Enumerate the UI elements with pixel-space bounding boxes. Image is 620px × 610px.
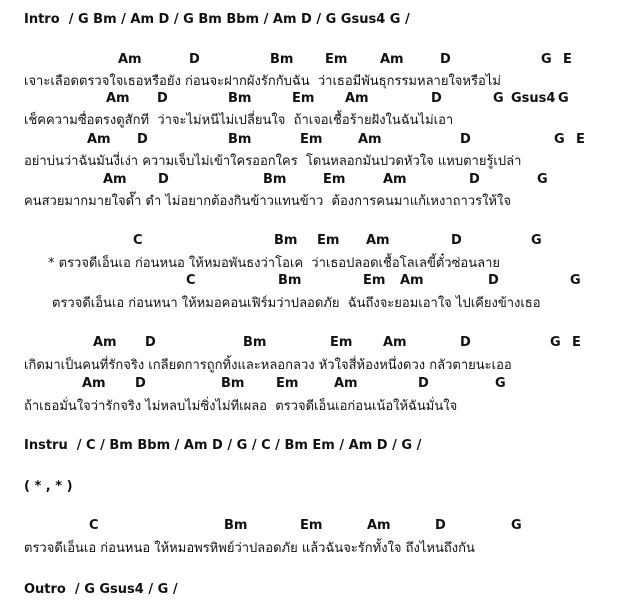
chord: Em [292,91,315,106]
chord: Am [334,376,358,391]
chord-row [0,172,620,188]
chord: D [435,518,446,533]
chord: G [511,518,522,533]
chord: G [537,172,548,187]
lyric-line: เกิดมาเป็นคนที่รักจริง เกลียดการถูกทิ้งและหลอกลวง หัวใจสี่ห้องหนึ่งดวง กลัวตายนะเออ [24,358,512,373]
chord: Bm [228,91,252,106]
chord: Gsus4 [511,91,556,106]
chord: Am [380,52,404,67]
chord: D [460,335,471,350]
chord: Bm [228,132,252,147]
lyric-line: ถ้าเธอมั่นใจว่ารักจริง ไม่หลบไม่ซิ่งไม่ทีเผลอ ตรวจดีเอ็นเอก่อนเน้อให้ฉันมั่นใจ [24,399,458,414]
lyric-line: เจาะเลือดตรวจใจเธอหรือยัง ก่อนจะฝากผังรักกับฉัน ว่าเธอมีพันธุกรรมหลายใจหรือไม่ [24,74,501,89]
lyric-line: อย่าบ่นว่าฉันมันงี่เง่า ความเจ็บไม่เข้าใครออกใคร โดนหลอกมันปวดหัวใจ แหบตายรู้เปล่า [24,154,522,169]
chord: D [488,273,499,288]
chord: G [570,273,581,288]
chord: G [493,91,504,106]
chord: Bm [270,52,294,67]
chord: Am [93,335,117,350]
chord: Bm [274,233,298,248]
chord: Em [317,233,340,248]
chord: D [460,132,471,147]
chord: G [554,132,565,147]
chord: D [158,172,169,187]
chord-row [0,52,620,68]
chord-row [0,91,620,107]
chord: D [135,376,146,391]
chord: D [469,172,480,187]
lyric-line: คนสวยมากมายใจด๊ำ ดำ ไม่อยากต้องกินข้าวแทนข้าว ต้องการคนมาแก้เหงาถาวรให้ใจ [24,194,511,209]
chord: Am [82,376,106,391]
chord: D [137,132,148,147]
chord: Am [383,172,407,187]
lyric-line: ตรวจดีเอ็นเอ ก่อนหนา ให้หมอคอนเฟิร์มว่าปลอดภัย ฉันถึงจะยอมเอาใจ ไปเคียงข้างเธอ [52,296,541,311]
chord: Am [118,52,142,67]
chord: G [541,52,552,67]
chord: C [186,273,196,288]
lyric-line: * ตรวจดีเอ็นเอ ก่อนหนอ ให้หมอพันธงว่าโอเค ว่าเธอปลอดเชื้อโลเลขี้ตั๋วซ่อนลาย [48,256,501,271]
chord: G [531,233,542,248]
chord: D [418,376,429,391]
chord: Am [358,132,382,147]
chord: D [157,91,168,106]
chord: D [189,52,200,67]
chord-row [0,233,620,249]
intro-line: Intro / G Bm / Am D / G Bm Bbm / Am D / G Gsus4 G / [24,12,410,27]
chord: Em [323,172,346,187]
outro-line: Outro / G Gsus4 / G / [24,582,178,597]
chord: C [89,518,99,533]
chord: Em [276,376,299,391]
chord: Em [363,273,386,288]
chord-row [0,376,620,392]
chord-row [0,273,620,289]
chord: Em [330,335,353,350]
chord-row [0,335,620,351]
repeat-marker: ( * , * ) [24,479,73,494]
instru-line: Instru / C / Bm Bbm / Am D / G / C / Bm Em / Am D / G / [24,438,422,453]
chord: Em [325,52,348,67]
chord: E [563,52,572,67]
chord: G [495,376,506,391]
chord: D [431,91,442,106]
chord: Em [300,132,323,147]
chord: G [558,91,569,106]
chord: Am [87,132,111,147]
chord: D [145,335,156,350]
chord: D [451,233,462,248]
chord: D [440,52,451,67]
chord-row [0,518,620,534]
chord: Bm [243,335,267,350]
chord: Am [400,273,424,288]
chord: Am [383,335,407,350]
lyric-line: เช็คความซื่อตรงดูสักที ว่าจะไม่หนีไม่เปลี่ยนใจ ถ้าเจอเชื้อร้ายฝังในฉันไม่เอา [24,113,454,128]
chord: Bm [221,376,245,391]
chord: Am [345,91,369,106]
chord-row [0,132,620,148]
lyric-line: ตรวจดีเอ็นเอ ก่อนหนอ ให้หมอพรหิพย์ว่าปลอดภัย แล้วฉันจะรักทั้งใจ ถึงไหนถึงกัน [24,541,475,556]
chord: Am [366,233,390,248]
chord: Bm [263,172,287,187]
chord: Em [300,518,323,533]
chord: C [133,233,143,248]
chord: Bm [224,518,248,533]
chord: Am [106,91,130,106]
chord: Am [103,172,127,187]
chord: E [576,132,585,147]
chord: Bm [278,273,302,288]
chord: E [572,335,581,350]
chord: Am [367,518,391,533]
chord: G [550,335,561,350]
